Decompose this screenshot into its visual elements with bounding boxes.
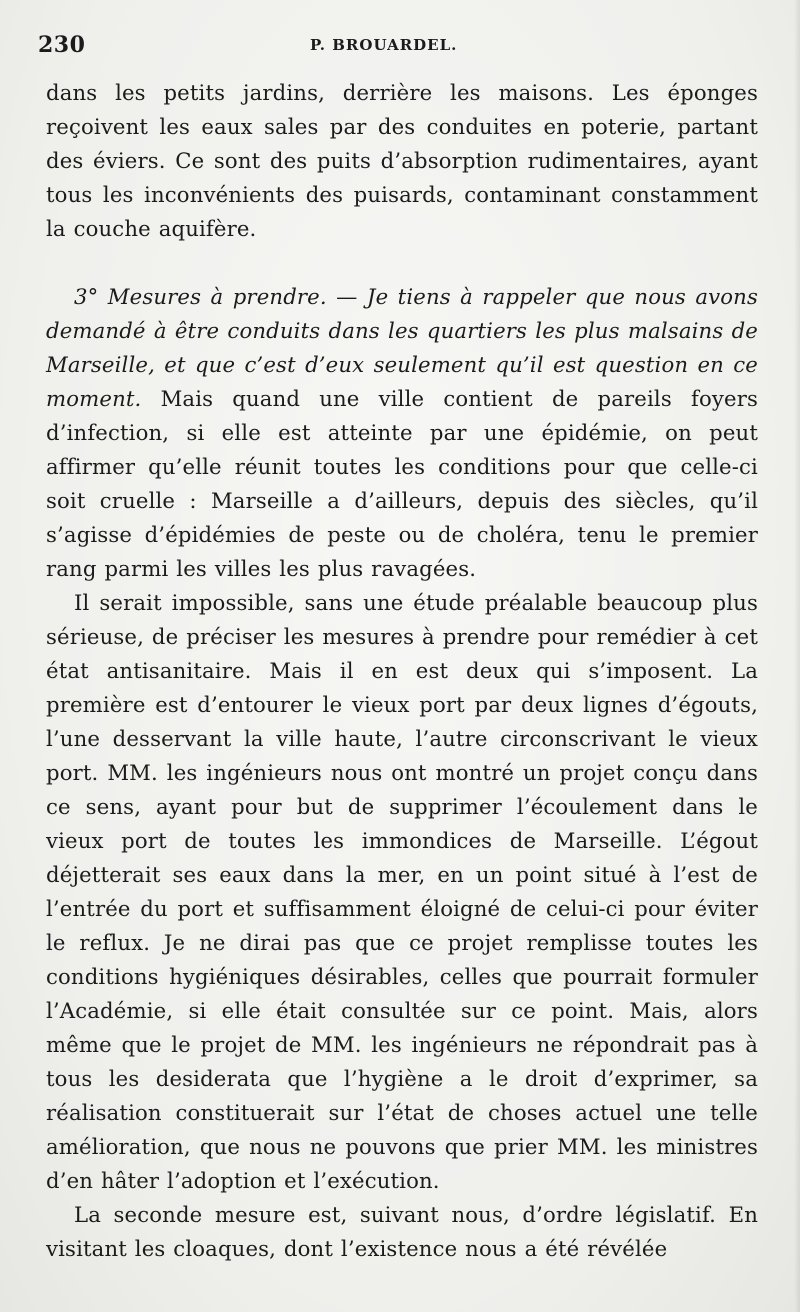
paragraph-first-measure: Il serait impossible, sans une étude préalable beaucoup plus sérieuse, de préciser les mesures à prendre pour remédier à cet état antisanitaire. Mais il en est deux qui s’imposent. La première est d’entourer le vieux port par deux lignes d’égouts, l’une desservant la ville haute, l’autre circonscrivant le vieux port. MM. les ingénieurs nous ont montré un projet conçu dans ce sens, ayant pour but de supprimer l’écoulement dans le vieux port de toutes les immondices de Marseille. L’égout déjetterait ses eaux dans la mer, en un point situé à l’est de l’entrée du port et suffisamment éloigné de celui-ci pour éviter le reflux. Je ne dirai pas que ce projet remplisse toutes les conditions hygiéniques désirables, celles que pourrait formuler l’Académie, si elle était consultée sur ce point. Mais, alors même que le projet de MM. les ingénieurs ne répondrait pas à tous les desiderata que l’hygiène a le droit d’exprimer, sa réalisation constituerait sur l’état de choses actuel une telle amélioration, que nous ne pouvons que prier MM. les ministres d’en hâter l’adoption et l’exécution.: [46, 590, 758, 1193]
page-edge-shadow: [794, 0, 800, 1312]
page-header: [38, 30, 762, 60]
page-number: 230: [38, 32, 86, 58]
running-head-author: P. BROUARDEL.: [310, 36, 458, 54]
section-gap: [46, 246, 758, 280]
paragraph-continuation: dans les petits jardins, derrière les maisons. Les éponges reçoivent les eaux sales par des conduites en poterie, partant des éviers. Ce sont des puits d’absorption rudimentaires, ayant tous les inconvénients des puisards, contaminant constamment la couche aquifère.: [46, 80, 758, 241]
section-heading-measures: 3° Mesures à prendre.: [74, 284, 327, 309]
paragraph-measures-text: Mais quand une ville contient de pareils foyers d’infection, si elle est atteinte par une épidémie, on peut affirmer qu’elle réunit toutes les conditions pour que celle-ci soit cruelle : Marseille a d’ailleurs, depuis des siècles, qu’il s’agisse d’épidémies de peste ou de choléra, tenu le premier rang parmi les villes les plus ravagées.: [46, 386, 758, 581]
paragraph-second-measure: La seconde mesure est, suivant nous, d’ordre législatif. En visitant les cloaques, dont l’existence nous a été révélée: [46, 1202, 758, 1261]
italic-statement: Je tiens à rappeler que nous avons demandé à être conduits dans les quartiers les plus malsains de Marseille, et que c’est d’eux seulement qu’il est question en ce moment.: [46, 284, 758, 411]
em-dash: —: [326, 284, 367, 309]
paragraph-measures: [46, 280, 758, 586]
body-text: [46, 76, 758, 1266]
